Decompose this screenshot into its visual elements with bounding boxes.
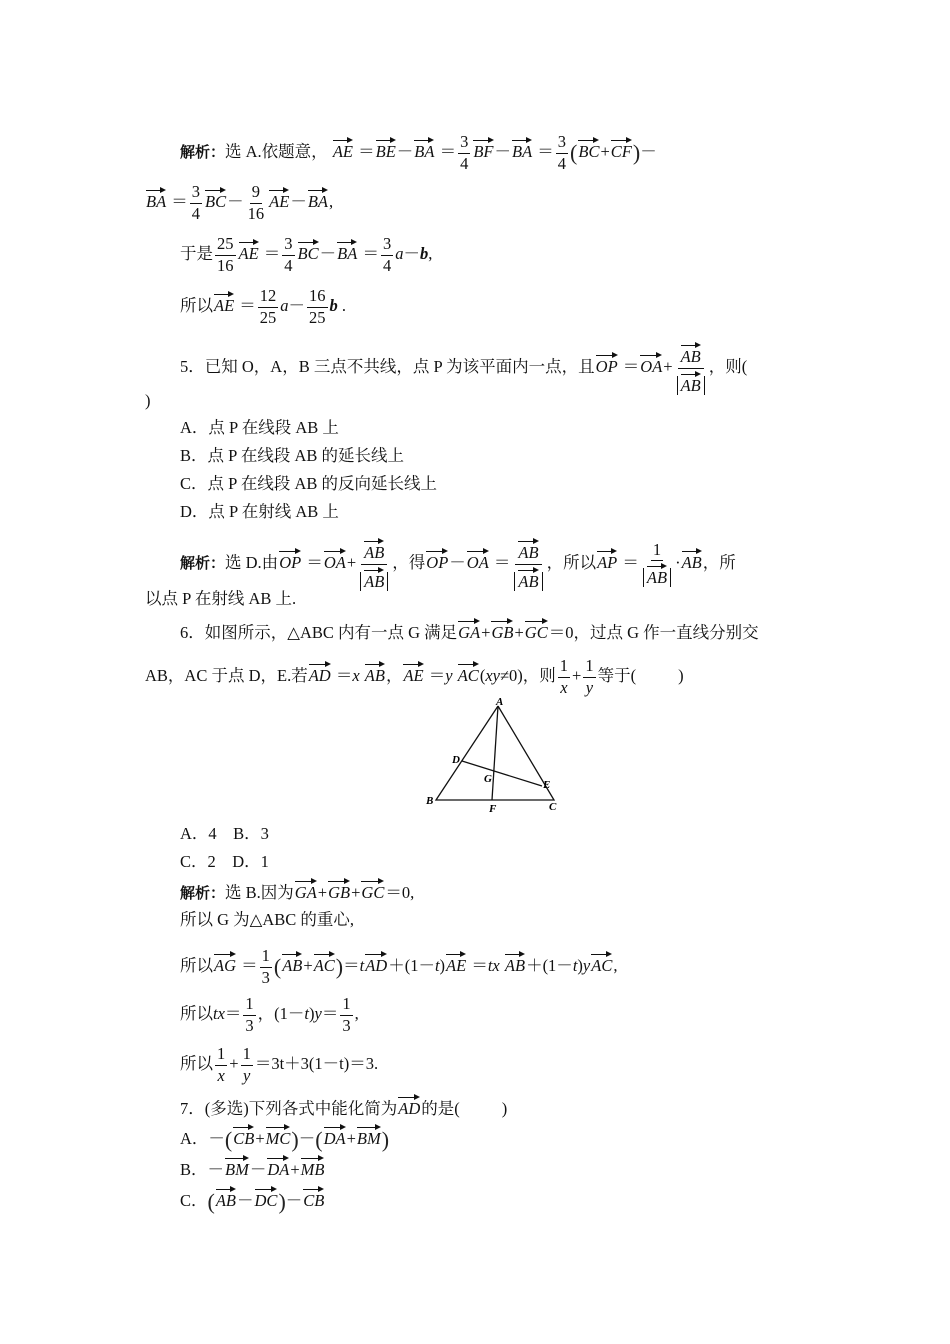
q4-solution-line-2: BA ＝ $\frac{3}{4}$ BC－ $\frac{9}{16}$ AE－BA, xyxy=(146,182,334,223)
q6-solution-line-3: 所以AG ＝ $\frac{1}{3}$ (AB+AC)＝tAD＋(1－t)AE ＝tx AB＋(1－t)yAC, xyxy=(180,946,618,987)
q5-stem-close: ) xyxy=(145,391,151,410)
q6-stem-line-1: 6．如图所示，△ABC 内有一点 G 满足GA+GB+GC＝0，过点 G 作一直线分别交 xyxy=(180,618,759,642)
q5-option-d: D．点 P 在射线 AB 上 xyxy=(180,502,339,521)
label-f: F xyxy=(489,803,497,815)
q6-solution-line-4: 所以tx＝ $\frac{1}{3}$ ，(1－t)y＝ $\frac{1}{3}$ , xyxy=(180,994,359,1035)
q4-solution-line-1: 解析：选 A.依题意， AE ＝BE－BA ＝ $\frac{3}{4}$ BF－BA ＝ $\frac{3}{4}$ (BC+CF)－ xyxy=(180,132,657,173)
label-c: C xyxy=(549,801,557,813)
q4-solution-line-3: 于是 $\frac{25}{16}$ AE ＝ $\frac{3}{4}$ BC－BA ＝ $\frac{3}{4}$ a－b, xyxy=(180,234,433,275)
q5-solution-line-2: 以点 P 在射线 AB 上. xyxy=(145,589,297,608)
q6-options-row-2: C．2 D．1 xyxy=(180,852,269,871)
label-g: G xyxy=(484,773,492,785)
q6-solution-line-1: 解析：选 B.因为GA+GB+GC＝0, xyxy=(180,878,414,902)
q6-options-row-1: A．4 B．3 xyxy=(180,824,269,843)
label-a: A xyxy=(496,696,504,708)
q7-option-a: A．－(CB+MC)－(DA+BM) xyxy=(180,1124,389,1151)
line-de xyxy=(462,761,542,786)
q7-stem: 7．(多选)下列各式中能化简为AD的是( ) xyxy=(180,1094,507,1118)
median-af xyxy=(492,706,498,800)
q6-solution-line-5: 所以 $\frac{1}{x}$ + $\frac{1}{y}$ ＝3t＋3(1－t)＝3. xyxy=(180,1044,379,1085)
label-d: D xyxy=(452,754,460,766)
triangle-figure xyxy=(420,694,570,818)
q5-option-a: A．点 P 在线段 AB 上 xyxy=(180,418,339,437)
label-b: B xyxy=(426,795,434,807)
q6-stem-line-2: AB，AC 于点 D，E.若AD ＝x AB，AE ＝y AC(xy≠0)，则 $\frac{1}{x}$ + $\frac{1}{y}$ 等于( ) xyxy=(145,656,684,697)
q6-solution-line-2: 所以 G 为△ABC 的重心, xyxy=(180,910,355,929)
q5-solution-line-1: 解析：选 D.由OP ＝OA+ $\frac{AB}{AB}$ ，得OP－OA ＝ $\frac{AB}{AB}$ ，所以AP ＝ $\frac{1}{AB}$ ·AB，所 xyxy=(180,539,736,591)
q5-option-b: B．点 P 在线段 AB 的延长线上 xyxy=(180,446,404,465)
q7-option-b: B．－BM－DA+MB xyxy=(180,1155,325,1179)
q5-option-c: C．点 P 在线段 AB 的反向延长线上 xyxy=(180,474,437,493)
q7-option-c: C．(AB－DC)－CB xyxy=(180,1186,325,1213)
label-e: E xyxy=(543,779,551,791)
q4-solution-line-4: 所以AE ＝ $\frac{12}{25}$ a－ $\frac{16}{25}$ b . xyxy=(180,286,347,327)
q5-stem: 5．已知 O，A，B 三点不共线，点 P 为该平面内一点，且OP ＝OA+ $\frac{AB}{AB}$ ，则( xyxy=(180,342,747,394)
